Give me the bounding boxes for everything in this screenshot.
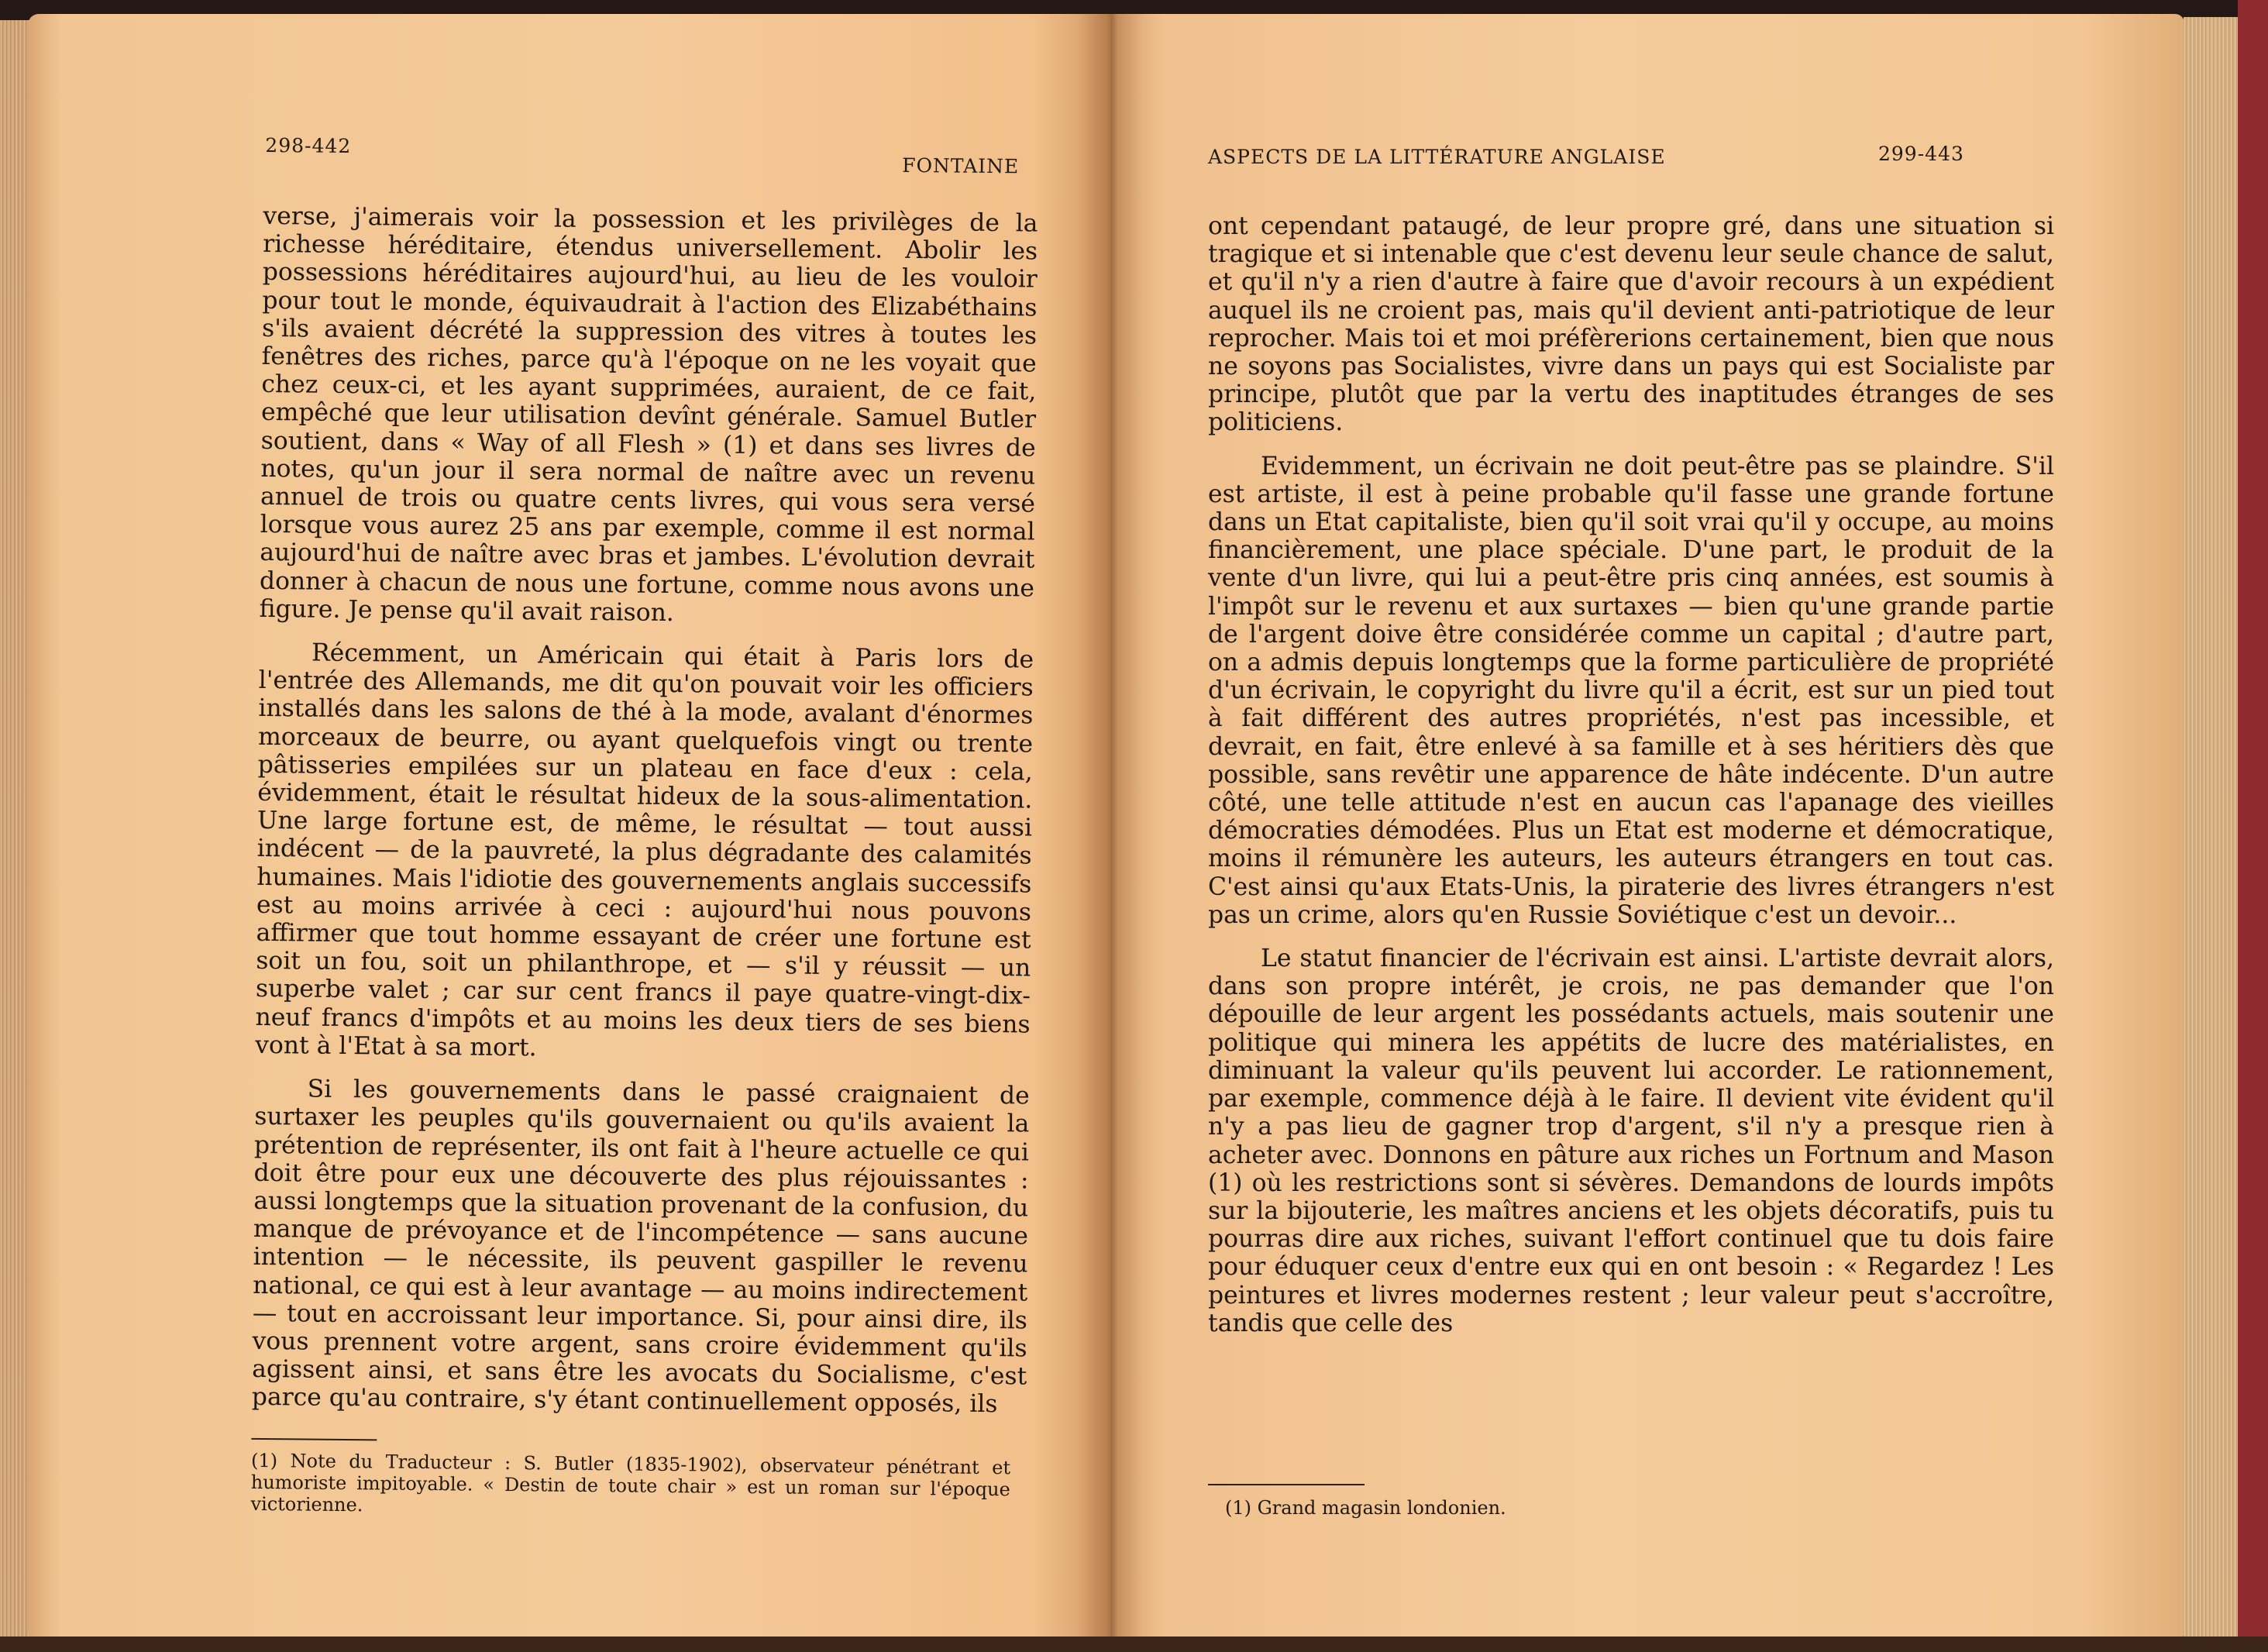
left-paragraph-2: Récemment, un Américain qui était à Paris lors de l'entrée des Allemands, me dit qu'on pouvait voir les officiers installés dans les salons de thé à la mode, avalant d'énormes morceaux de beurre, ou ayant quelquefois vingt ou trente pâtisseries empilées sur un plateau en face d'eux : cela, évidemment, était le résultat hideux de la sous-alimentation. Une large fortune est, de même, le résultat — tout aussi indécent — de la pauvreté, la plus dégradante des calamités humaines. Mais l'idiotie des gouvernements anglais successifs est au moins arrivée à ceci : aujourd'hui nous pouvons affirmer que tout homme essayant de créer une fortune est soit un fou, soit un philanthrope, et — s'il y réussit — un superbe valet ; car sur cent francs il paye quatre-vingt-dix-neuf francs d'impôts et au moins les deux tiers de ses biens vont à l'Etat à sa mort.: [255, 638, 1034, 1062]
left-page-number: 298-442: [265, 133, 352, 158]
right-page-edges: [2184, 17, 2238, 1641]
left-page-content: [28, 14, 1109, 1641]
left-footnote: (1) Note du Traducteur : S. Butler (1835-1902), observateur pénétrant et humoriste impitoyable. « Destin de toute chair » est un roman sur l'époque victorienne.: [250, 1449, 1011, 1516]
right-body-text: [1208, 212, 2054, 1337]
background-bottom: [0, 1637, 2268, 1652]
right-paragraph-1: ont cependant pataugé, de leur propre gré, dans une situation si tragique et si intenable que c'est devenu leur seule chance de salut, et qu'il n'y a rien d'autre à faire que d'avoir recours à un expédient auquel ils ne croient pas, mais qu'il devient anti-patriotique de leur reprocher. Mais toi et moi préfèrerions certainement, bien que nous ne soyons pas Socialistes, vivre dans un pays qui est Socialiste par principe, plutôt que par la vertu des inaptitudes étranges de ses politiciens.: [1208, 212, 2054, 437]
book-cover-edge: [2238, 0, 2268, 1652]
left-paragraph-1: verse, j'aimerais voir la possession et les privilèges de la richesse héréditaire, étendus universellement. Abolir les possessions héréditaires aujourd'hui, au lieu de les vouloir pour tout le monde, équivaudrait à l'action des Elizabéthains s'ils avaient décrété la suppression des vitres à toutes les fenêtres des riches, parce qu'à l'époque on ne les voyait que chez ceux-ci, et les ayant supprimées, auraient, de ce fait, empêché que leur utilisation devînt générale. Samuel Butler soutient, dans « Way of all Flesh » (1) et dans ses livres de notes, qu'un jour il sera normal de naître avec un revenu annuel de trois ou quatre cents livres, qui vous sera versé lorsque vous aurez 25 ans par exemple, comme il est normal aujourd'hui de naître avec bras et jambes. L'évolution devrait donner à chacun de nous une fortune, comme nous avons une figure. Je pense qu'il avait raison.: [259, 201, 1038, 627]
right-footnote: (1) Grand magasin londonien.: [1225, 1497, 1506, 1519]
left-running-head: FONTAINE: [902, 153, 1020, 178]
right-paragraph-3: Le statut financier de l'écrivain est ainsi. L'artiste devrait alors, dans son propre intérêt, je crois, ne pas demander que l'on dépouille de leur argent les possédants actuels, mais soutenir une politique qui minera les appétits de lucre des matérialistes, en diminuant la valeur qu'ils peuvent lui accorder. Le rationnement, par exemple, commence déjà à le faire. Il devient vite évident qu'il n'y a pas lieu de gagner trop d'argent, s'il n'y a presque rien à acheter avec. Donnons en pâture aux riches un Fortnum and Mason (1) où les restrictions sont si sévères. Demandons de lourds impôts sur la bijouterie, les maîtres anciens et les objets décoratifs, puis tu pourras dire aux riches, suivant l'effort continuel que tu dois faire pour éduquer ceux d'entre eux qui en ont besoin : « Regardez ! Les peintures et livres modernes restent ; leur valeur peut s'accroître, tandis que celle des: [1208, 945, 2054, 1337]
left-footnote-rule: [251, 1438, 377, 1441]
right-running-head: ASPECTS DE LA LITTÉRATURE ANGLAISE: [1208, 146, 1666, 168]
book-gutter: [1078, 14, 1143, 1641]
left-body-text: [252, 202, 1038, 1419]
left-paragraph-3: Si les gouvernements dans le passé craignaient de surtaxer les peuples qu'ils gouvernaient ou qu'ils avaient la prétention de représenter, ils ont fait à l'heure actuelle ce qui doit être pour eux une découverte des plus réjouissantes : aussi longtemps que la situation provenant de la confusion, du manque de prévoyance et de l'incompétence — sans aucune intention — le nécessite, ils peuvent gaspiller le revenu national, ce qui est à leur avantage — au moins indirectement — tout en accroissant leur importance. Si, pour ainsi dire, ils vous prennent votre argent, sans croire évidemment qu'ils agissent ainsi, et sans être les avocats du Socialisme, c'est parce qu'au contraire, s'y étant continuellement opposés, ils: [251, 1075, 1030, 1419]
right-page-number: 299-443: [1878, 143, 1964, 165]
right-paragraph-2: Evidemment, un écrivain ne doit peut-être pas se plaindre. S'il est artiste, il est à peine probable qu'il fasse une grande fortune dans un Etat capitaliste, bien qu'il soit vrai qu'il y occupe, au moins financièrement, une place spéciale. D'une part, le produit de la vente d'un livre, qui lui a peut-être pris cinq années, est soumis à l'impôt sur le revenu et aux surtaxes — bien qu'une grande partie de l'argent doive être considérée comme un capital ; d'autre part, on a admis depuis longtemps que la forme particulière de propriété d'un écrivain, le copyright du livre qu'il a écrit, est sur un pied tout à fait différent des autres propriétés, n'est pas incessible, et devrait, en fait, être enlevé à sa famille et à ses héritiers dès que possible, sans revêtir une apparence de hâte indécente. D'un autre côté, une telle attitude n'est en aucun cas l'apanage des vieilles démocraties démodées. Plus un Etat est moderne et démocratique, moins il rémunère les auteurs, les auteurs étrangers en tout cas. C'est ainsi qu'aux Etats-Unis, la piraterie des livres étrangers n'est pas un crime, alors qu'en Russie Soviétique c'est un devoir...: [1208, 452, 2054, 929]
right-page: [1109, 14, 2184, 1641]
right-footnote-rule: [1208, 1484, 1365, 1485]
left-page: [28, 14, 1109, 1641]
